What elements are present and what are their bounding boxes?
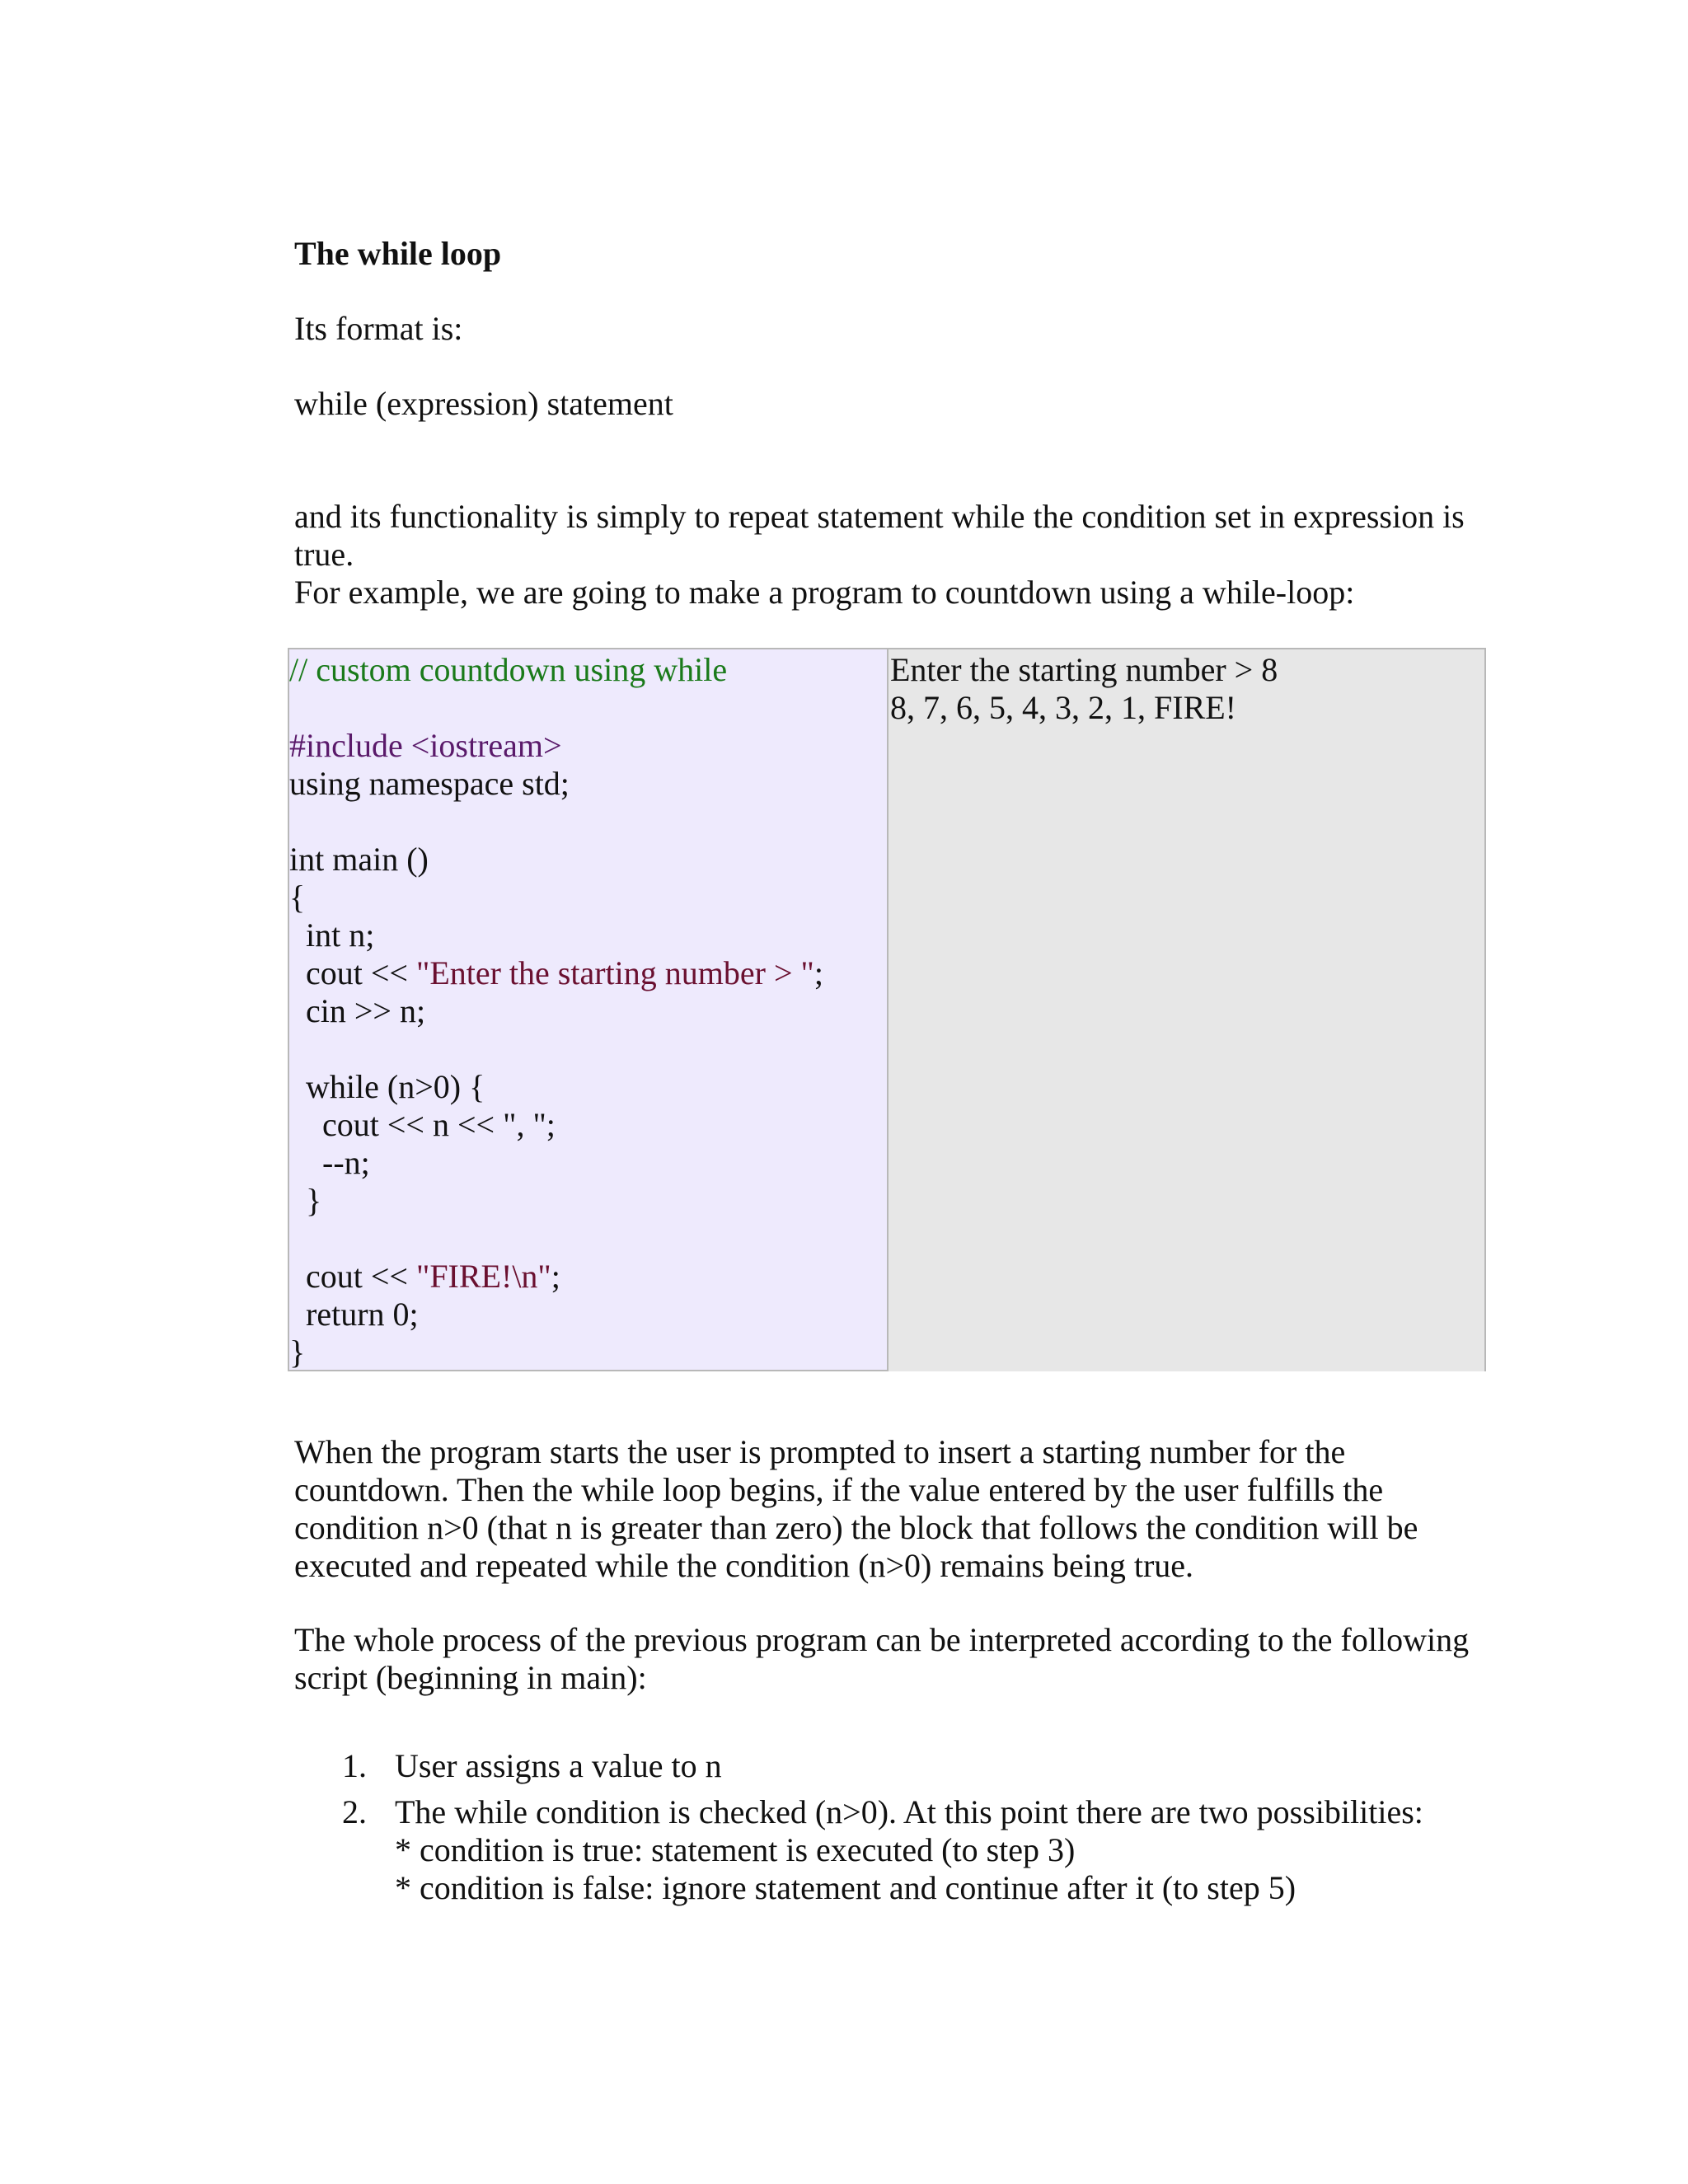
code-loop-cout: cout << n << <box>289 1106 504 1143</box>
code-string-literal: ", " <box>503 1106 546 1143</box>
code-decrement: --n; <box>289 1144 370 1181</box>
source-code-panel <box>289 649 889 1370</box>
code-include: #include <iostream> <box>289 727 562 764</box>
code-declaration: int n; <box>289 916 375 954</box>
code-loop-output-line <box>289 1106 887 1144</box>
code-semicolon: ; <box>546 1106 556 1143</box>
list-item-text: User assigns a value to n <box>395 1747 722 1784</box>
code-blank-line <box>289 1030 887 1068</box>
format-syntax: while (expression) statement <box>294 385 673 422</box>
code-main-signature: int main () <box>289 841 429 878</box>
list-item-number: 1. <box>342 1747 367 1784</box>
list-item <box>342 1793 1423 1907</box>
code-cout: cout << <box>289 954 416 991</box>
description-paragraph: and its functionality is simply to repeat statement while the condition set in expression is true. <box>294 498 1465 573</box>
list-item <box>342 1747 1423 1785</box>
list-item-number: 2. <box>342 1793 367 1830</box>
code-using: using namespace std; <box>289 765 570 802</box>
code-blank-line <box>289 689 887 727</box>
code-return: return 0; <box>289 1296 419 1333</box>
code-semicolon: ; <box>551 1258 560 1295</box>
output-line: 8, 7, 6, 5, 4, 3, 2, 1, FIRE! <box>890 689 1236 726</box>
code-example-table <box>288 648 1486 1371</box>
code-string-literal: "FIRE!\n" <box>415 1258 551 1295</box>
section-heading: The while loop <box>294 235 502 272</box>
format-intro: Its format is: <box>294 310 463 347</box>
script-intro-paragraph: The whole process of the previous program can be interpreted according to the following script (beginning in main): <box>294 1621 1470 1696</box>
code-cout: cout << <box>289 1258 416 1295</box>
steps-list <box>342 1747 1423 1915</box>
code-semicolon: ; <box>814 954 823 991</box>
code-open-brace: { <box>289 879 306 916</box>
code-string-literal: "Enter the starting number > " <box>415 954 814 991</box>
code-close-inner: } <box>289 1182 322 1219</box>
list-item-text: The while condition is checked (n>0). At this point there are two possibilities: <box>395 1793 1423 1830</box>
list-item-subtext: * condition is false: ignore statement and continue after it (to step 5) <box>395 1869 1296 1906</box>
output-line: Enter the starting number > 8 <box>890 651 1278 688</box>
program-output-panel <box>889 649 1484 1371</box>
code-blank-line <box>289 1220 887 1258</box>
code-fire-line <box>289 1258 887 1296</box>
code-blank-line <box>289 803 887 841</box>
code-comment: // custom countdown using while <box>289 651 728 688</box>
code-close-brace: } <box>289 1333 306 1371</box>
list-item-subtext: * condition is true: statement is executed (to step 3) <box>395 1831 1076 1868</box>
explanation-paragraph: When the program starts the user is prompted to insert a starting number for the countdown. Then the while loop begins, if the value entered by the user fulfills the condition n>0 (that n is greater than zero) the block that follows the condition will be executed and repeated while the condition (n>0) remains being true. <box>294 1433 1418 1584</box>
code-cin: cin >> n; <box>289 992 426 1029</box>
code-prompt-line <box>289 954 887 992</box>
example-intro: For example, we are going to make a program to countdown using a while-loop: <box>294 574 1355 611</box>
code-while-head: while (n>0) { <box>289 1068 485 1105</box>
